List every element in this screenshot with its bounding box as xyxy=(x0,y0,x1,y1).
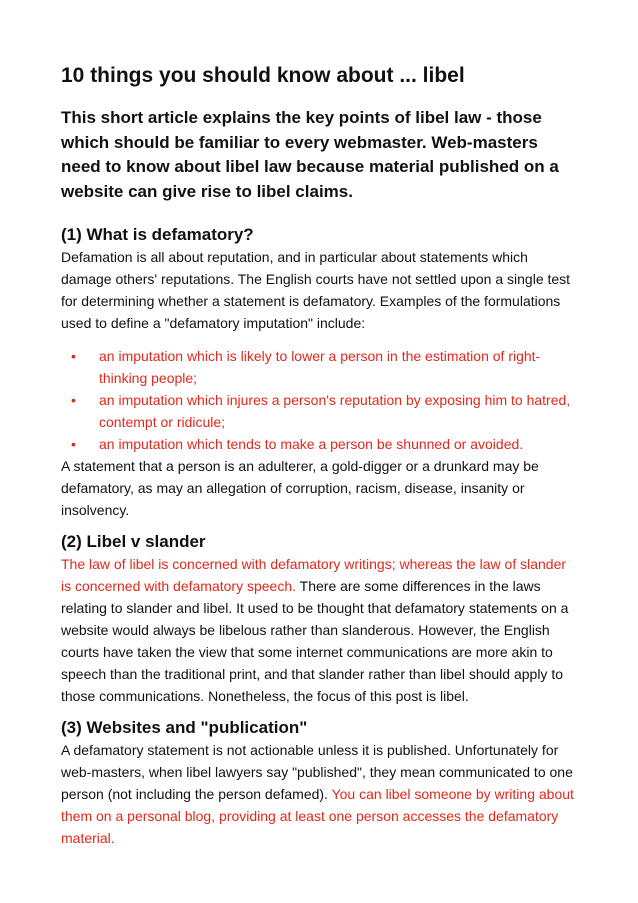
section-heading-libel-v-slander: (2) Libel v slander xyxy=(61,532,206,551)
page-title: 10 things you should know about ... libel xyxy=(61,64,465,87)
section-1-paragraph: Defamation is all about reputation, and in particular about statements which damage others' reputations. The English courts have not settled upon a single test for determining whether a statement is defamatory. Examples of the formulations used to define a "defamatory imputation" include: xyxy=(61,249,571,331)
section-3-paragraph: A defamatory statement is not actionable unless it is published. Unfortunately for web-masters, when libel lawyers say "published", they mean communicated to one person (not including the person defamed). You can libel someone by writing about them on a personal blog, providing at least one person accesses the defamatory material. xyxy=(61,742,574,846)
section-heading-what-is-defamatory: (1) What is defamatory? xyxy=(61,225,254,244)
bullet-icon: • xyxy=(71,392,76,408)
list-item: • an imputation which is likely to lower a person in the estimation of right-thinking people; xyxy=(61,345,578,389)
section-2-paragraph: The law of libel is concerned with defamatory writings; whereas the law of slander is concerned with defamatory speech. There are some differences in the laws relating to slander and libel. It used to be thought that defamatory statements on a website would always be libelous rather than slanderous. However, the English courts have taken the view that some internet communications are more akin to speech than the traditional print, and that slander rather than libel should apply to those communications. Nonetheless, the focus of this post is libel. xyxy=(61,556,569,704)
list-item: • an imputation which injures a person's reputation by exposing him to hatred, contempt or ridicule; xyxy=(61,389,578,433)
section-1-closing-paragraph: A statement that a person is an adulterer, a gold-digger or a drunkard may be defamatory, as may an allegation of corruption, racism, disease, insanity or insolvency. xyxy=(61,458,539,518)
section-heading-websites-publication: (3) Websites and "publication" xyxy=(61,718,308,737)
list-item: • an imputation which tends to make a person be shunned or avoided. xyxy=(61,433,578,455)
intro-paragraph: This short article explains the key points of libel law - those which should be familiar to every webmaster. Web-masters need to know about libel law because material published on a website can give rise to libel claims. xyxy=(61,108,559,201)
defamatory-imputation-list xyxy=(61,345,578,455)
highlighted-text: The law of libel is concerned with defamatory writings; whereas the law of slander is concerned with defamatory speech. xyxy=(61,556,567,594)
bullet-icon: • xyxy=(71,348,76,364)
highlighted-text: You can libel someone by writing about them on a personal blog, providing at least one person accesses the defamatory material. xyxy=(61,786,574,846)
bullet-icon: • xyxy=(71,436,76,452)
